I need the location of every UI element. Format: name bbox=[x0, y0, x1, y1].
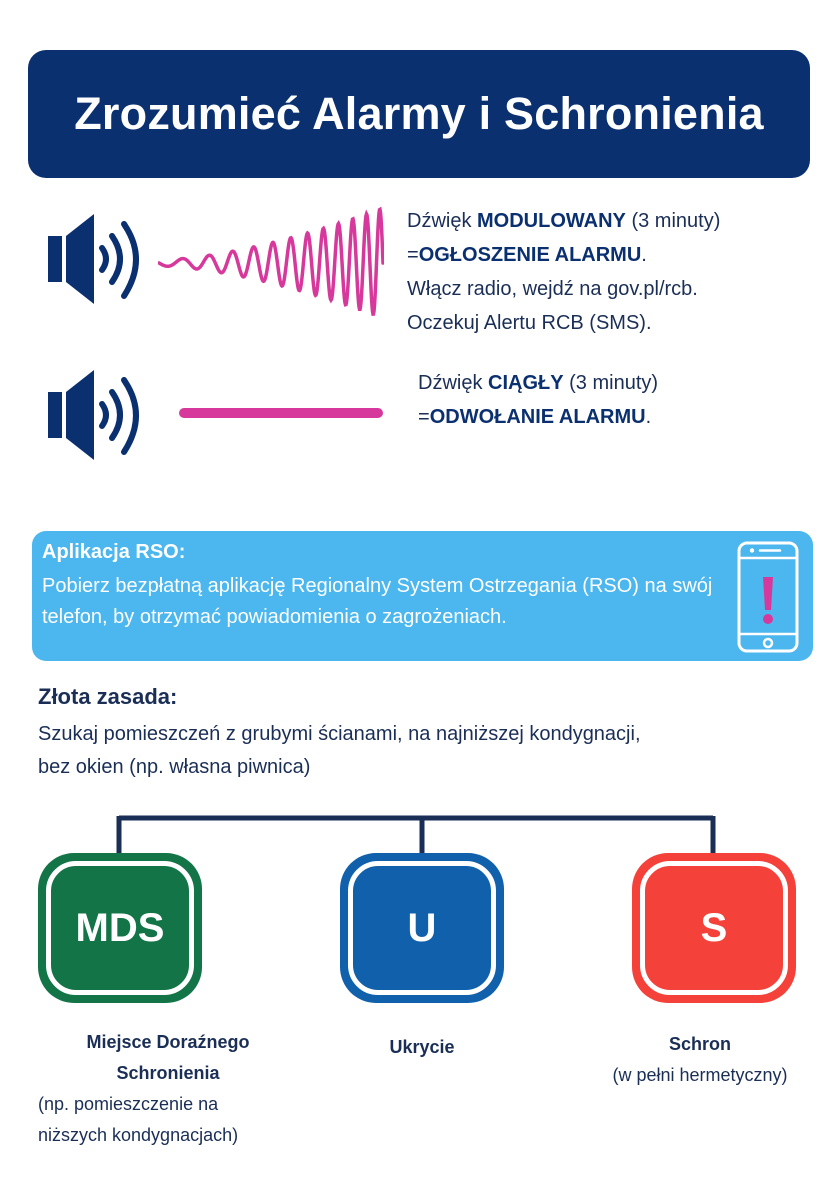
speaker-icon bbox=[44, 210, 154, 310]
shelter-code-mds: MDS bbox=[75, 905, 165, 950]
shelter-label-mds: Miejsce Doraźnego Schronienia bbox=[86, 1032, 250, 1083]
shelter-card-u bbox=[340, 853, 504, 1003]
shelter-label-u: Ukrycie bbox=[389, 1037, 455, 1057]
continuous-alarm-text: Dźwięk CIĄGŁY (3 minuty) =ODWOŁANIE ALARMU. bbox=[418, 372, 659, 428]
rso-title: Aplikacja RSO: bbox=[42, 541, 186, 563]
shelter-sub-mds: (np. pomieszczenie na niższych kondygnacjach) bbox=[38, 1094, 239, 1145]
shelter-label-s: Schron (w pełni hermetyczny) bbox=[612, 1034, 788, 1085]
speaker-icon bbox=[44, 366, 154, 466]
shelter-card-s bbox=[632, 853, 796, 1003]
page-title: Zrozumieć Alarmy i Schronienia bbox=[74, 88, 764, 139]
modulated-wave-icon bbox=[158, 203, 384, 323]
shelter-code-u: U bbox=[407, 905, 437, 950]
modulated-alarm-text: Dźwięk MODULOWANY (3 minuty) =OGŁOSZENIE ALARMU. Włącz radio, wejdź na gov.pl/rcb. Oczekuj Alertu RCB (SMS). bbox=[407, 210, 721, 334]
shelter-card-mds bbox=[38, 853, 202, 1003]
golden-rule-text: Szukaj pomieszczeń z grubymi ścianami, na najniższej kondygnacji, bez okien (np. własna piwnica) bbox=[38, 723, 641, 778]
continuous-tone-icon bbox=[176, 403, 386, 423]
rso-info-box bbox=[32, 531, 813, 661]
rso-text: Pobierz bezpłatną aplikację Regionalny System Ostrzegania (RSO) na swój telefon, by otrzymać powiadomienia o zagrożeniach. bbox=[42, 575, 713, 628]
golden-rule-title: Złota zasada: bbox=[38, 684, 178, 709]
smartphone-alert-icon bbox=[736, 540, 800, 654]
shelter-code-s: S bbox=[700, 905, 728, 950]
title-banner bbox=[28, 50, 810, 178]
